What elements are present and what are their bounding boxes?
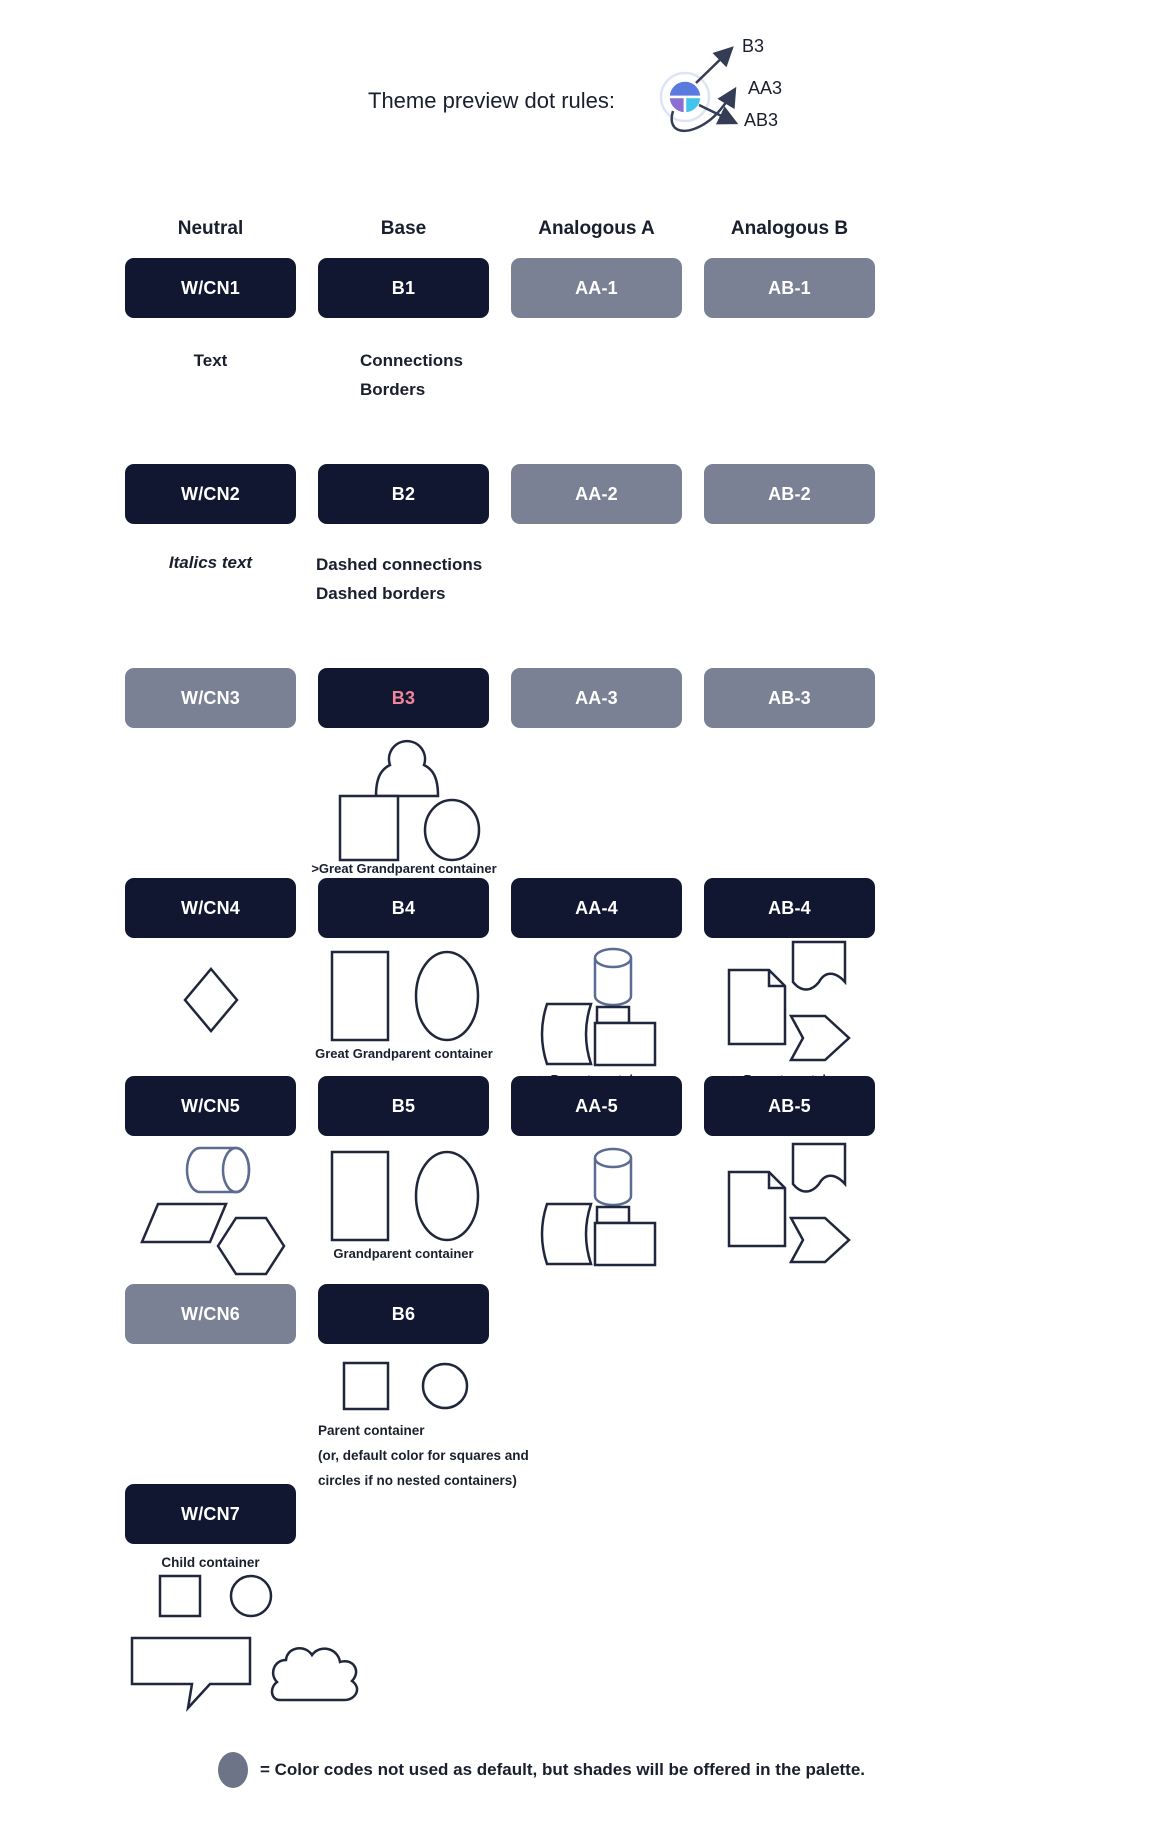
swatch-b2: B2 [318, 464, 489, 524]
swatch-ab3: AB-3 [704, 668, 875, 728]
b6-shapes [342, 1360, 470, 1412]
arrow-to-ab3 [699, 105, 736, 123]
column-header-base: Base [380, 218, 427, 239]
wcn5-shapes [140, 1146, 290, 1276]
ellipse-icon [416, 952, 478, 1040]
swatch-wcn5: W/CN5 [125, 1076, 296, 1136]
square-icon [344, 1363, 388, 1409]
aa5-shapes [533, 1146, 663, 1268]
legend-dot-figure [216, 1750, 250, 1790]
column-header-analogous-a: Analogous A [538, 218, 655, 239]
tab-rectangle-icon [597, 1207, 629, 1223]
wave-document-icon [793, 942, 845, 990]
square-icon [332, 1152, 388, 1240]
swatch-aa5: AA-5 [511, 1076, 682, 1136]
diamond-icon [185, 969, 237, 1031]
column-header-analogous-b: Analogous B [730, 218, 849, 239]
tagged-rectangle-icon [595, 1023, 655, 1065]
parallelogram-icon [142, 1204, 226, 1242]
dot-label-aa3: AA3 [748, 78, 783, 98]
swatch-wcn4: W/CN4 [125, 878, 296, 938]
swatch-aa1: AA-1 [511, 258, 682, 318]
swatch-aa3: AA-3 [511, 668, 682, 728]
ellipse-icon [425, 800, 479, 860]
swatch-wcn3: W/CN3 [125, 668, 296, 728]
great-grandparent-shapes-b3 [330, 736, 485, 862]
aa4-shapes [533, 946, 663, 1068]
swatch-b4: B4 [318, 878, 489, 938]
wcn7-shapes [158, 1574, 278, 1618]
caption-great-grandparent: Great Grandparent container [315, 1046, 493, 1061]
legend-dot-icon [218, 1752, 248, 1788]
stored-data-icon [542, 1204, 591, 1264]
chevron-icon [791, 1016, 849, 1060]
caption-italics-text: Italics text [168, 553, 253, 572]
circle-icon [231, 1576, 271, 1616]
cylinder-icon [595, 1149, 631, 1167]
swatch-wcn2: W/CN2 [125, 464, 296, 524]
dot-label-ab3: AB3 [744, 110, 779, 130]
swatch-ab1: AB-1 [704, 258, 875, 318]
ab4-shapes [727, 940, 852, 1066]
swatch-wcn7: W/CN7 [125, 1484, 296, 1544]
tab-rectangle-icon [597, 1007, 629, 1023]
swatch-wcn1: W/CN1 [125, 258, 296, 318]
tagged-rectangle-icon [595, 1223, 655, 1265]
person-icon [376, 741, 438, 796]
wcn4-shapes [184, 968, 238, 1032]
caption-text: Text [193, 351, 228, 370]
swatch-ab5: AB-5 [704, 1076, 875, 1136]
legend-text: = Color codes not used as default, but shades will be offered in the palette. [260, 1760, 866, 1779]
square-icon [160, 1576, 200, 1616]
b4-shapes [330, 950, 480, 1044]
document-page-icon [729, 1172, 785, 1246]
dot-label-b3: B3 [742, 36, 765, 56]
swatch-b3: B3 [318, 668, 489, 728]
swatch-aa4: AA-4 [511, 878, 682, 938]
circle-icon [423, 1364, 467, 1408]
hexagon-icon [218, 1218, 284, 1274]
caption-great-grandparent-gt: >Great Grandparent container [311, 861, 497, 876]
stored-data-icon [542, 1004, 591, 1064]
swatch-ab2: AB-2 [704, 464, 875, 524]
ab5-shapes [727, 1142, 852, 1268]
caption-child: Child container [161, 1555, 260, 1570]
b5-shapes [330, 1150, 480, 1244]
square-icon [340, 796, 398, 860]
chevron-icon [791, 1218, 849, 1262]
speech-bubble-icon [132, 1638, 250, 1708]
wcn7-extra-shapes [130, 1636, 370, 1712]
caption-grandparent: Grandparent container [333, 1246, 474, 1261]
caption-parent: Parent container (or, default color for squares and circles if no nested containers) [318, 1423, 529, 1488]
caption-connections-borders: Connections Borders [360, 351, 463, 399]
swatch-ab4: AB-4 [704, 878, 875, 938]
horizontal-cylinder-icon [187, 1148, 249, 1192]
ellipse-icon [416, 1152, 478, 1240]
arrow-to-b3 [696, 48, 732, 83]
column-header-neutral: Neutral [177, 218, 244, 239]
swatch-b6: B6 [318, 1284, 489, 1344]
page-title: Theme preview dot rules: [368, 88, 615, 113]
swatch-b5: B5 [318, 1076, 489, 1136]
cylinder-icon [595, 949, 631, 967]
swatch-b1: B1 [318, 258, 489, 318]
swatch-wcn6: W/CN6 [125, 1284, 296, 1344]
caption-dashed: Dashed connections Dashed borders [316, 555, 483, 603]
wave-document-icon [793, 1144, 845, 1192]
square-icon [332, 952, 388, 1040]
document-page-icon [729, 970, 785, 1044]
swatch-aa2: AA-2 [511, 464, 682, 524]
cloud-icon [272, 1648, 357, 1700]
